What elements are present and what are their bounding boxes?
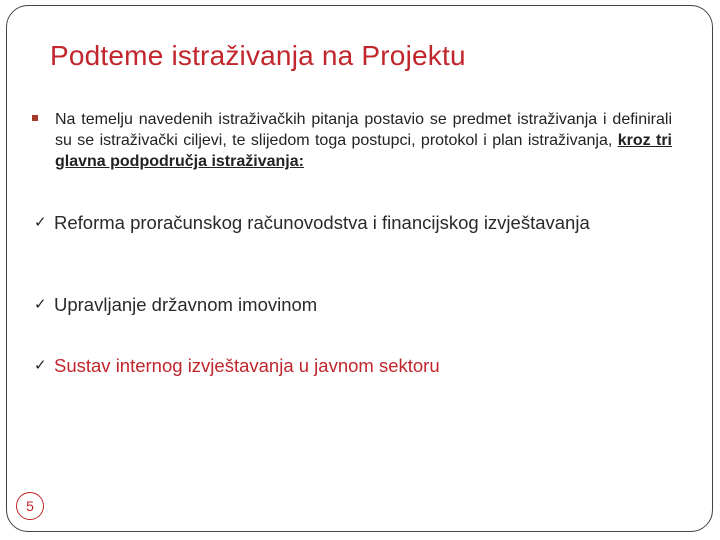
- square-bullet-icon: [32, 115, 38, 121]
- slide-title: Podteme istraživanja na Projektu: [50, 40, 466, 71]
- subtopic-item-3: [34, 353, 594, 378]
- subtopic-item-label: Sustav internog izvještavanja u javnom sektoru: [54, 355, 440, 376]
- check-icon: ✓: [34, 357, 47, 374]
- subtopic-item-label: Upravljanje državnom imovinom: [54, 294, 318, 315]
- slide-frame: [6, 5, 713, 532]
- intro-text-emphasis: kroz tri glavna podpodručja istraživanja:: [55, 132, 672, 170]
- subtopic-item-label: Reforma proračunskog računovodstva i financijskog izvještavanja: [54, 212, 590, 233]
- check-icon: ✓: [34, 296, 47, 313]
- page-number-badge: 5: [16, 492, 44, 520]
- intro-text: [55, 109, 672, 172]
- check-icon: ✓: [34, 214, 47, 231]
- subtopic-item-2: [34, 292, 594, 317]
- subtopic-item-1: [34, 210, 594, 235]
- intro-paragraph: [32, 109, 672, 172]
- intro-text-main: Na temelju navedenih istraživačkih pitanja postavio se predmet istraživanja i definirali su se istraživački ciljevi, te slijedom toga postupci, protokol i plan istraživanja,: [55, 111, 672, 149]
